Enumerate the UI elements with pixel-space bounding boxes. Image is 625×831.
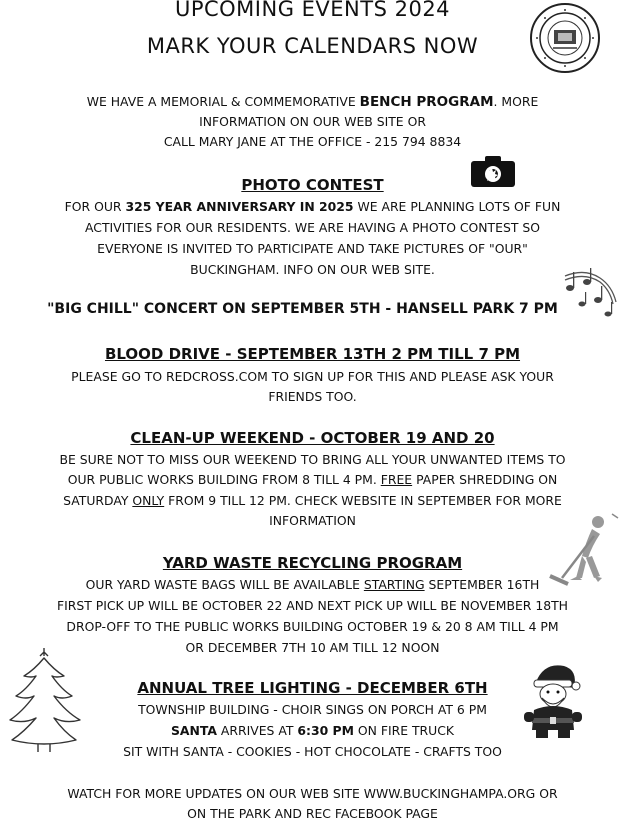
cleanup-line-4: INFORMATION (269, 513, 356, 528)
photo-line-4: BUCKINGHAM. INFO ON OUR WEB SITE. (190, 262, 435, 277)
yard-line-2: FIRST PICK UP WILL BE OCTOBER 22 AND NEXT PICK UP WILL BE NOVEMBER 18TH (57, 598, 568, 613)
photo-line-1: FOR OUR 325 YEAR ANNIVERSARY IN 2025 WE ARE PLANNING LOTS OF FUN (64, 199, 561, 214)
blood-drive-heading: BLOOD DRIVE - SEPTEMBER 13TH 2 PM TILL 7 PM (104, 345, 521, 363)
footer-line-1: WATCH FOR MORE UPDATES ON OUR WEB SITE WWW.BUCKINGHAMPA.ORG OR (67, 786, 558, 801)
cleanup-line-1: BE SURE NOT TO MISS OUR WEEKEND TO BRING ALL YOUR UNWANTED ITEMS TO (59, 452, 566, 467)
tree-line-1: TOWNSHIP BUILDING - CHOIR SINGS ON PORCH AT 6 PM (138, 702, 487, 717)
cleanup-line-2: OUR PUBLIC WORKS BUILDING FROM 8 TILL 4 PM. FREE PAPER SHREDDING ON (67, 472, 558, 487)
yard-waste-heading: YARD WASTE RECYCLING PROGRAM (162, 554, 463, 572)
music-notes-icon (560, 266, 620, 326)
bench-line-3: CALL MARY JANE AT THE OFFICE - 215 794 8834 (163, 134, 462, 149)
yard-line-1: OUR YARD WASTE BAGS WILL BE AVAILABLE STARTING SEPTEMBER 16TH (85, 577, 540, 592)
footer-line-2: ON THE PARK AND REC FACEBOOK PAGE (187, 806, 438, 821)
buckingham-township-seal-icon (529, 2, 601, 78)
photo-contest-heading: PHOTO CONTEST (241, 176, 384, 194)
yard-line-3: DROP-OFF TO THE PUBLIC WORKS BUILDING OCTOBER 19 & 20 8 AM TILL 4 PM (66, 619, 559, 634)
tree-line-3: SIT WITH SANTA - COOKIES - HOT CHOCOLATE - CRAFTS TOO (123, 744, 502, 759)
camera-icon (470, 154, 516, 192)
concert-line: "BIG CHILL" CONCERT ON SEPTEMBER 5TH - HANSELL PARK 7 PM (47, 301, 558, 317)
photo-line-2: ACTIVITIES FOR OUR RESIDENTS. WE ARE HAVING A PHOTO CONTEST SO (85, 220, 540, 235)
bench-line-2: INFORMATION ON OUR WEB SITE OR (199, 114, 426, 129)
page-subtitle: MARK YOUR CALENDARS NOW (146, 34, 479, 58)
tree-lighting-heading: ANNUAL TREE LIGHTING - DECEMBER 6TH (137, 679, 488, 697)
cleanup-heading: CLEAN-UP WEEKEND - OCTOBER 19 AND 20 (130, 429, 495, 447)
yard-line-4: OR DECEMBER 7TH 10 AM TILL 12 NOON (185, 640, 440, 655)
page-title: UPCOMING EVENTS 2024 (174, 0, 451, 21)
blood-line-2: FRIENDS TOO. (268, 389, 357, 404)
bench-line-1: WE HAVE A MEMORIAL & COMMEMORATIVE BENCH PROGRAM. MORE (86, 94, 539, 110)
photo-line-3: EVERYONE IS INVITED TO PARTICIPATE AND TAKE PICTURES OF "OUR" (97, 241, 528, 256)
blood-line-1: PLEASE GO TO REDCROSS.COM TO SIGN UP FOR THIS AND PLEASE ASK YOUR (71, 369, 554, 384)
tree-line-2: SANTA ARRIVES AT 6:30 PM ON FIRE TRUCK (170, 723, 455, 738)
cleanup-line-3: SATURDAY ONLY FROM 9 TILL 12 PM. CHECK WEBSITE IN SEPTEMBER FOR MORE (63, 493, 562, 508)
